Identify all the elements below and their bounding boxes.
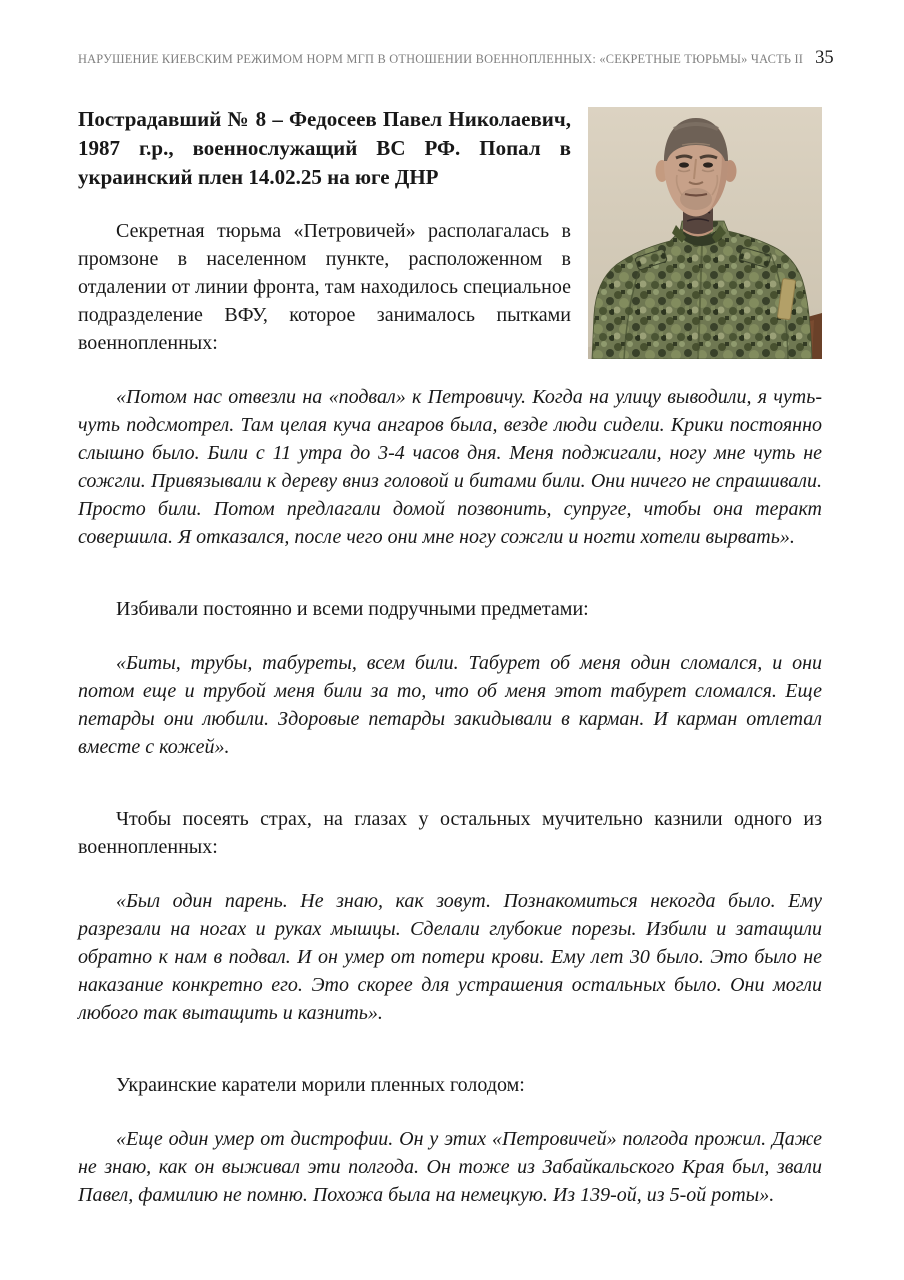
page-header <box>78 48 834 69</box>
intro-paragraph: Секретная тюрьма «Петровичей» располагалась в промзоне в населенном пункте, расположенном в отдалении от линии фронта, там находилось специальное подразделение ВФУ, которое занималось пытками военнопленных: <box>78 220 571 354</box>
page-number: 35 <box>815 48 834 68</box>
section-lead-paragraph: Чтобы посеять страх, на глазах у остальных мучительно казнили одного из военнопленных: <box>78 808 822 858</box>
section-lead-paragraph: Избивали постоянно и всеми подручными предметами: <box>116 598 589 620</box>
quote-paragraph: «Биты, трубы, табуреты, всем били. Табурет об меня один сломался, и они потом еще и трубой меня били за то, что об меня этот табурет сломался. Еще петарды они любили. Здоровые петарды закидывали в карман. И карман отлетал вместе с кожей». <box>78 652 822 758</box>
quote-paragraph: «Потом нас отвезли на «подвал» к Петровичу. Когда на улицу выводили, я чуть-чуть подсмотрел. Там целая куча ангаров была, везде люди сидели. Крики постоянно слышно было. Били с 11 утра до 3-4 часов дня. Меня поджигали, ногу мне чуть не сожгли. Привязывали к дереву вниз головой и битами били. Они ничего не спрашивали. Просто били. Потом предлагали домой позвонить, супруге, чтобы она теракт совершила. Я отказался, после чего они мне ногу сожгли и ногти хотели вырвать». <box>78 386 822 548</box>
article-body <box>78 105 822 1209</box>
quote-paragraph: «Был один парень. Не знаю, как зовут. Познакомиться некогда было. Ему разрезали на ногах и руках мышцы. Сделали глубокие порезы. Избили и затащили обратно к нам в подвал. И он умер от потери крови. Ему лет 30 было. Это было не наказание конкретно его. Это скорее для устрашения остальных было. Они могли любого так вытащить и казнить». <box>78 890 822 1024</box>
portrait-image <box>588 107 822 359</box>
quote-paragraph: «Еще один умер от дистрофии. Он у этих «Петровичей» полгода прожил. Даже не знаю, как он выживал эти полгода. Он тоже из Забайкальского Края был, звали Павел, фамилию не помню. Похожа была на немецкую. Из 139-ой, из 5-ой роты». <box>78 1128 822 1206</box>
section-lead-paragraph: Украинские каратели морили пленных голодом: <box>116 1074 525 1096</box>
running-title: НАРУШЕНИЕ КИЕВСКИМ РЕЖИМОМ НОРМ МГП В ОТНОШЕНИИ ВОЕННОПЛЕННЫХ: «СЕКРЕТНЫЕ ТЮРЬМЫ» ЧАСТЬ II <box>78 52 804 66</box>
victim-heading: Пострадавший № 8 – Федосеев Павел Николаевич, 1987 г.р., военнослужащий ВС РФ. Попал в украинский плен 14.02.25 на юге ДНР <box>78 107 571 189</box>
prisoner-photo <box>588 107 822 359</box>
